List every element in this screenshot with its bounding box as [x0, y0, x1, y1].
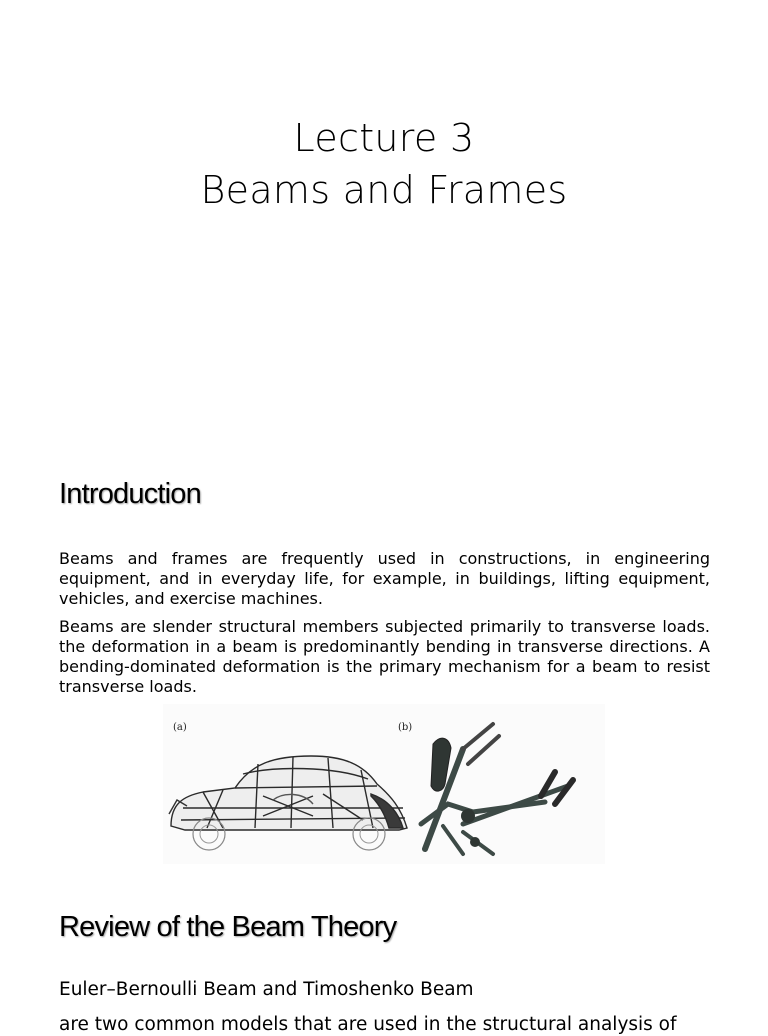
- review-heading: Review of the Beam Theory: [59, 911, 397, 943]
- figure-label-a: (a): [173, 722, 187, 733]
- lecture-title: [0, 112, 768, 216]
- figure-car-and-exercise-machine: [163, 704, 605, 864]
- title-line-1: Lecture 3: [293, 116, 475, 160]
- beam-models-subheading: Euler–Bernoulli Beam and Timoshenko Beam: [59, 979, 474, 1000]
- figure-label-b: (b): [398, 722, 413, 733]
- intro-paragraph-2: Beams are slender structural members subjected primarily to transverse loads. the deformation in a beam is predominantly bending in transverse directions. A bending-dominated deformation is the primary mechanism for a beam to resist transverse loads.: [59, 617, 710, 696]
- figure-graphics: [163, 704, 605, 864]
- cut-off-text-line: are two common models that are used in the structural analysis of: [59, 1014, 677, 1035]
- introduction-heading: Introduction: [59, 478, 201, 510]
- intro-paragraph-1: Beams and frames are frequently used in constructions, in engineering equipment, and in everyday life, for example, in buildings, lifting equipment, vehicles, and exercise machines.: [59, 549, 710, 608]
- title-line-2: Beams and Frames: [200, 168, 568, 212]
